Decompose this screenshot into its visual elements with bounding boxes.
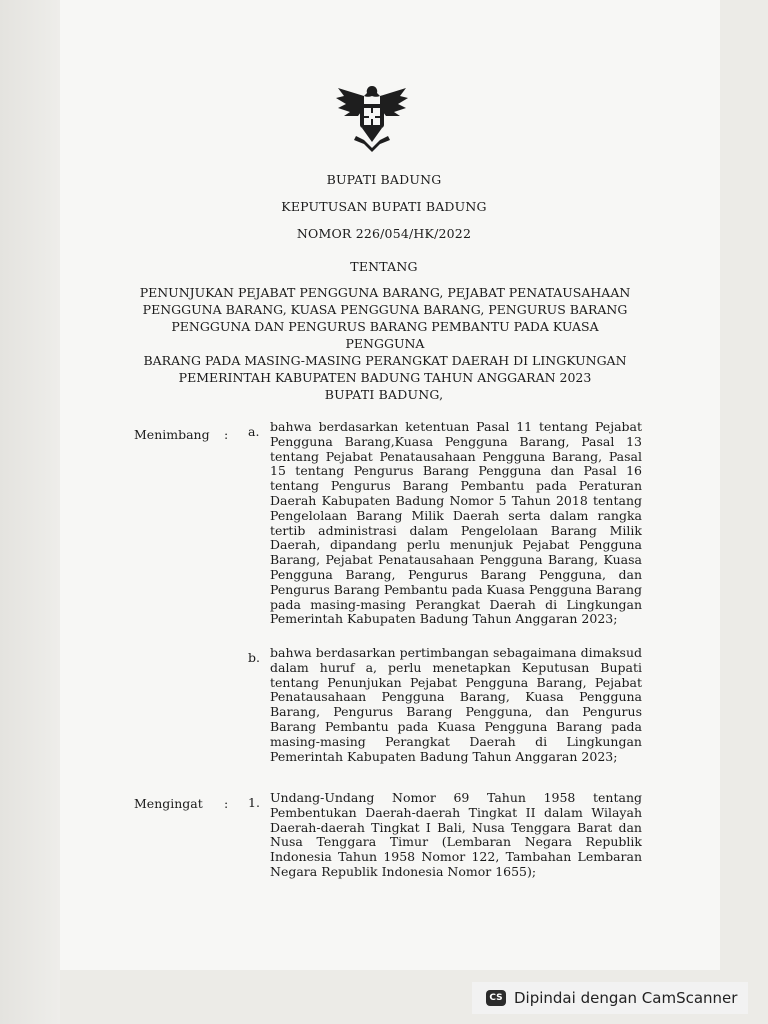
menimbang-item-b: bahwa berdasarkan pertimbangan sebagaimana dimaksud dalam huruf a, perlu menetapkan Keputusan Bupati tentang Penunjukan Pejabat Pengguna Barang, Pejabat Penatausahaan Pengguna Barang, Kuasa Pengguna Barang, Pengurus Barang Pengguna, dan Pengurus Barang Pembantu pada Kuasa Pengguna Barang pada masing-masing Perangkat Daerah di Lingkungan Pemerintah Kabupaten Badung Tahun Anggaran 2023;: [270, 645, 642, 764]
item-marker: 1.: [248, 795, 260, 810]
menimbang-item-a: bahwa berdasarkan ketentuan Pasal 11 tentang Pejabat Pengguna Barang,Kuasa Pengguna Barang, Pasal 13 tentang Pejabat Penatausahaan Pengguna Barang, Pasal 15 tentang Pengurus Barang Pengguna dan Pasal 16 tentang Pengurus Barang Pembantu pada Peraturan Daerah Kabupaten Badung Nomor 5 Tahun 2018 tentang Pengelolaan Barang Milik Daerah serta dalam rangka tertib administrasi dalam Pengelolaan Barang Milik Daerah, dipandang perlu menunjuk Pejabat Pengguna Barang, Pejabat Penatausahaan Pengguna Barang, Kuasa Pengguna Barang, Pengurus Barang Pengguna, dan Pengurus Barang Pembantu pada Kuasa Pengguna Barang pada masing-masing Perangkat Daerah di Lingkungan Pemerintah Kabupaten Badung Tahun Anggaran 2023;: [270, 419, 642, 627]
decision-number: NOMOR 226/054/HK/2022: [296, 226, 472, 241]
watermark-text: Dipindai dengan CamScanner: [514, 989, 738, 1007]
decision-title: [130, 284, 640, 386]
menimbang-colon: :: [224, 427, 229, 442]
title-line: BARANG PADA MASING-MASING PERANGKAT DAERAH DI LINGKUNGAN: [143, 353, 627, 368]
title-line: PENUNJUKAN PEJABAT PENGGUNA BARANG, PEJABAT PENATAUSAHAAN: [139, 285, 631, 300]
camscanner-icon: CS: [486, 990, 506, 1006]
garuda-emblem-icon: [334, 82, 410, 154]
mengingat-colon: :: [224, 796, 229, 811]
title-line: PENGGUNA BARANG, KUASA PENGGUNA BARANG, PENGURUS BARANG: [142, 302, 628, 317]
scan-edge: [0, 0, 60, 1024]
official-heading: BUPATI BADUNG: [326, 172, 442, 187]
mengingat-label: Mengingat: [134, 796, 203, 811]
item-marker: b.: [248, 650, 260, 665]
issuer-heading: BUPATI BADUNG,: [324, 387, 444, 402]
title-line: PEMERINTAH KABUPATEN BADUNG TAHUN ANGGARAN 2023: [178, 370, 592, 385]
decision-heading: KEPUTUSAN BUPATI BADUNG: [281, 199, 487, 214]
camscanner-watermark: [472, 982, 748, 1014]
title-line: PENGGUNA DAN PENGURUS BARANG PEMBANTU PADA KUASA PENGGUNA: [171, 319, 599, 351]
menimbang-label: Menimbang: [134, 427, 210, 442]
item-marker: a.: [248, 424, 260, 439]
mengingat-item-1: Undang-Undang Nomor 69 Tahun 1958 tentang Pembentukan Daerah-daerah Tingkat II dalam Wilayah Daerah-daerah Tingkat I Bali, Nusa Tenggara Barat dan Nusa Tenggara Timur (Lembaran Negara Republik Indonesia Tahun 1958 Nomor 122, Tambahan Lembaran Negara Republik Indonesia Nomor 1655);: [270, 790, 642, 879]
about-heading: TENTANG: [350, 259, 418, 274]
